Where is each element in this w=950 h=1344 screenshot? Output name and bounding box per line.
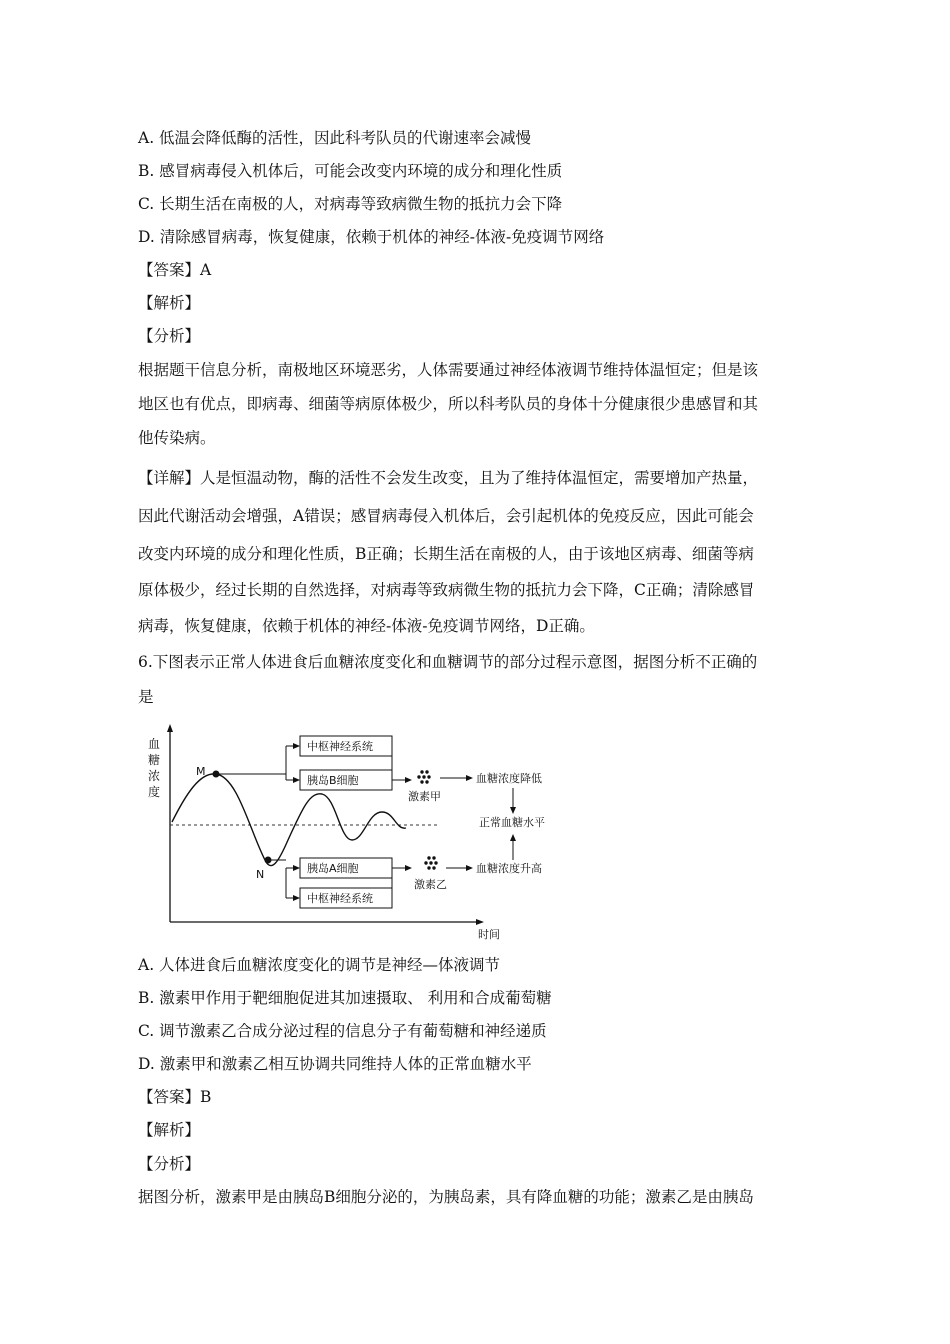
- fenxi-line-q5: 他传染病。: [138, 429, 216, 447]
- normal-level-label: 正常血糖水平: [479, 816, 545, 829]
- option-c-q6: C. 调节激素乙合成分泌过程的信息分子有葡萄糖和神经递质: [138, 1022, 547, 1040]
- detail-line-q5: 因此代谢活动会增强，A错误；感冒病毒侵入机体后，会引起机体的免疫反应，因此可能会: [138, 507, 754, 525]
- option-a-q6: A. 人体进食后血糖浓度变化的调节是神经—体液调节: [138, 956, 501, 974]
- point-n-label: N: [256, 868, 265, 881]
- hormone-b-granules: [424, 856, 437, 869]
- option-b-q6: B. 激素甲作用于靶细胞促进其加速摄取、 利用和合成葡萄糖: [138, 989, 552, 1007]
- fenxi-line-q6: 据图分析，激素甲是由胰岛B细胞分泌的，为胰岛素，具有降血糖的功能；激素乙是由胰岛: [138, 1188, 754, 1206]
- box-beta-cells-label: 胰岛B细胞: [307, 774, 359, 787]
- box-cns-top-label: 中枢神经系统: [307, 740, 373, 753]
- detail-line-q5: 原体极少，经过长期的自然选择，对病毒等致病微生物的抵抗力会下降，C正确；清除感冒: [138, 581, 755, 599]
- x-axis-label: 时间: [478, 928, 500, 941]
- fenxi-line-q5: 地区也有优点，即病毒、细菌等病原体极少，所以科考队员的身体十分健康很少患感冒和其: [138, 395, 759, 413]
- hormone-b-label: 激素乙: [414, 878, 447, 891]
- analysis-heading-q6: 【解析】: [138, 1121, 201, 1139]
- x-axis-arrow: [476, 919, 484, 925]
- detail-line-q5: 病毒，恢复健康，依赖于机体的神经-体液-免疫调节网络，D正确。: [138, 617, 595, 635]
- y-axis-label-char: 糖: [148, 753, 161, 767]
- y-axis-label-char: 度: [148, 785, 161, 799]
- fenxi-line-q5: 根据题干信息分析，南极地区环境恶劣，人体需要通过神经体液调节维持体温恒定；但是该: [138, 361, 759, 379]
- q6-stem-line: 6.下图表示正常人体进食后血糖浓度变化和血糖调节的部分过程示意图，据图分析不正确的: [138, 653, 758, 671]
- hormone-a-granules: [417, 770, 430, 783]
- y-axis-label-char: 血: [148, 737, 161, 751]
- result-up-label: 血糖浓度升高: [476, 862, 542, 875]
- answer-q5: 【答案】A: [138, 261, 212, 279]
- option-b-q5: B. 感冒病毒侵入机体后，可能会改变内环境的成分和理化性质: [138, 162, 563, 180]
- point-m-label: M: [196, 765, 206, 778]
- q6-stem-line: 是: [138, 688, 154, 706]
- fenxi-heading-q6: 【分析】: [138, 1155, 201, 1173]
- answer-q6: 【答案】B: [138, 1088, 212, 1106]
- detail-line-q5: 改变内环境的成分和理化性质，B正确；长期生活在南极的人，由于该地区病毒、细菌等病: [138, 545, 754, 563]
- option-d-q6: D. 激素甲和激素乙相互协调共同维持人体的正常血糖水平: [138, 1055, 532, 1073]
- box-alpha-cells-label: 胰岛A细胞: [307, 862, 359, 875]
- option-a-q5: A. 低温会降低酶的活性，因此科考队员的代谢速率会减慢: [138, 129, 532, 147]
- y-axis-label-char: 浓: [148, 769, 161, 783]
- result-down-label: 血糖浓度降低: [476, 772, 542, 785]
- option-c-q5: C. 长期生活在南极的人，对病毒等致病微生物的抵抗力会下降: [138, 195, 563, 213]
- detail-line-q5: 【详解】人是恒温动物，酶的活性不会发生改变，且为了维持体温恒定，需要增加产热量，: [138, 469, 759, 487]
- fenxi-heading-q5: 【分析】: [138, 327, 201, 345]
- y-axis-arrow: [167, 724, 173, 732]
- blood-sugar-diagram: [138, 722, 578, 944]
- hormone-a-label: 激素甲: [408, 790, 441, 803]
- box-cns-bottom-label: 中枢神经系统: [307, 892, 373, 905]
- analysis-heading-q5: 【解析】: [138, 294, 201, 312]
- option-d-q5: D. 清除感冒病毒，恢复健康，依赖于机体的神经-体液-免疫调节网络: [138, 228, 605, 246]
